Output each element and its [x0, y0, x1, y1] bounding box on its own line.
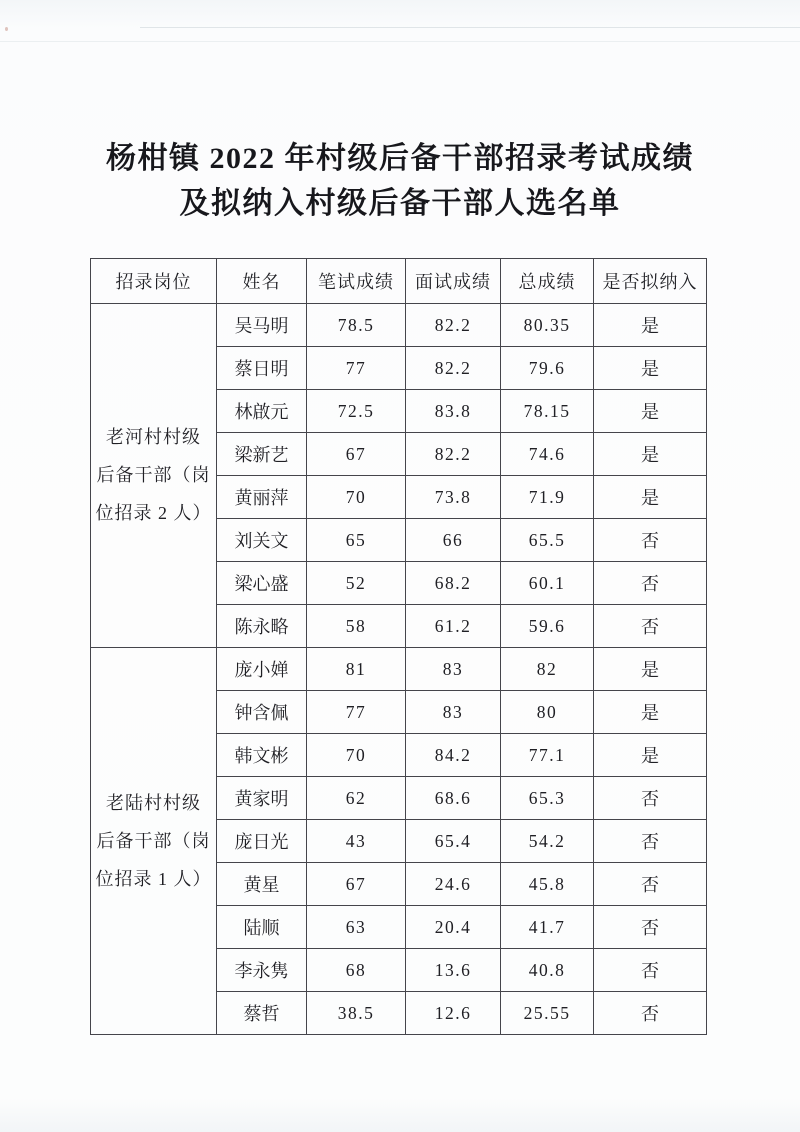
interview-score: 73.8	[406, 476, 501, 519]
selected-flag: 否	[594, 906, 707, 949]
candidate-name: 黄家明	[217, 777, 307, 820]
written-score: 58	[307, 605, 406, 648]
candidate-name: 林啟元	[217, 390, 307, 433]
written-score: 81	[307, 648, 406, 691]
candidate-name: 陆顺	[217, 906, 307, 949]
position-cell-laohe	[91, 304, 217, 648]
interview-score: 83	[406, 691, 501, 734]
written-score: 62	[307, 777, 406, 820]
total-score: 54.2	[501, 820, 594, 863]
document-title-line2: 及拟纳入村级后备干部人选名单	[179, 187, 621, 220]
candidate-name: 梁心盛	[217, 562, 307, 605]
total-score: 78.15	[501, 390, 594, 433]
selected-flag: 是	[594, 691, 707, 734]
total-score: 65.5	[501, 519, 594, 562]
scan-artifact-line	[0, 41, 800, 42]
selected-flag: 是	[594, 347, 707, 390]
total-score: 77.1	[501, 734, 594, 777]
header-written-score: 笔试成绩	[307, 259, 406, 304]
written-score: 78.5	[307, 304, 406, 347]
header-total-score: 总成绩	[501, 259, 594, 304]
selected-flag: 否	[594, 777, 707, 820]
total-score: 74.6	[501, 433, 594, 476]
selected-flag: 是	[594, 390, 707, 433]
position-cell-laolu	[91, 648, 217, 1035]
position-line: 位招录 1 人）	[95, 868, 212, 889]
written-score: 67	[307, 433, 406, 476]
written-score: 38.5	[307, 992, 406, 1035]
written-score: 68	[307, 949, 406, 992]
table-row	[91, 304, 707, 347]
score-table	[90, 258, 707, 1035]
header-position: 招录岗位	[91, 259, 217, 304]
selected-flag: 否	[594, 605, 707, 648]
interview-score: 84.2	[406, 734, 501, 777]
interview-score: 61.2	[406, 605, 501, 648]
selected-flag: 是	[594, 734, 707, 777]
total-score: 82	[501, 648, 594, 691]
candidate-name: 陈永略	[217, 605, 307, 648]
header-name: 姓名	[217, 259, 307, 304]
total-score: 80	[501, 691, 594, 734]
total-score: 80.35	[501, 304, 594, 347]
header-selected: 是否拟纳入	[594, 259, 707, 304]
written-score: 72.5	[307, 390, 406, 433]
interview-score: 65.4	[406, 820, 501, 863]
written-score: 70	[307, 476, 406, 519]
candidate-name: 吴马明	[217, 304, 307, 347]
candidate-name: 钟含佩	[217, 691, 307, 734]
interview-score: 24.6	[406, 863, 501, 906]
candidate-name: 李永隽	[217, 949, 307, 992]
candidate-name: 梁新艺	[217, 433, 307, 476]
scan-artifact-speck	[5, 27, 8, 31]
written-score: 77	[307, 347, 406, 390]
selected-flag: 否	[594, 992, 707, 1035]
candidate-name: 黄星	[217, 863, 307, 906]
written-score: 65	[307, 519, 406, 562]
document-title-line1: 杨柑镇 2022 年村级后备干部招录考试成绩	[106, 142, 694, 175]
selected-flag: 是	[594, 304, 707, 347]
written-score: 63	[307, 906, 406, 949]
written-score: 43	[307, 820, 406, 863]
interview-score: 83	[406, 648, 501, 691]
scan-artifact-line	[140, 27, 800, 28]
written-score: 67	[307, 863, 406, 906]
selected-flag: 是	[594, 476, 707, 519]
total-score: 41.7	[501, 906, 594, 949]
total-score: 59.6	[501, 605, 594, 648]
selected-flag: 否	[594, 863, 707, 906]
total-score: 79.6	[501, 347, 594, 390]
position-line: 位招录 2 人）	[95, 503, 212, 523]
selected-flag: 是	[594, 433, 707, 476]
interview-score: 83.8	[406, 390, 501, 433]
written-score: 70	[307, 734, 406, 777]
interview-score: 66	[406, 519, 501, 562]
interview-score: 20.4	[406, 906, 501, 949]
interview-score: 12.6	[406, 992, 501, 1035]
interview-score: 82.2	[406, 304, 501, 347]
interview-score: 68.6	[406, 777, 501, 820]
candidate-name: 蔡日明	[217, 347, 307, 390]
selected-flag: 否	[594, 562, 707, 605]
total-score: 40.8	[501, 949, 594, 992]
document-title	[0, 136, 800, 226]
header-interview-score: 面试成绩	[406, 259, 501, 304]
written-score: 77	[307, 691, 406, 734]
total-score: 71.9	[501, 476, 594, 519]
candidate-name: 庞小婵	[217, 648, 307, 691]
table-row	[91, 648, 707, 691]
candidate-name: 庞日光	[217, 820, 307, 863]
position-line: 后备干部（岗	[96, 465, 211, 485]
selected-flag: 是	[594, 648, 707, 691]
position-line: 老陆村村级	[106, 792, 201, 813]
position-line: 老河村村级	[106, 427, 201, 447]
selected-flag: 否	[594, 519, 707, 562]
written-score: 52	[307, 562, 406, 605]
total-score: 25.55	[501, 992, 594, 1035]
candidate-name: 韩文彬	[217, 734, 307, 777]
position-line: 后备干部（岗	[96, 830, 211, 851]
selected-flag: 否	[594, 949, 707, 992]
interview-score: 82.2	[406, 433, 501, 476]
interview-score: 13.6	[406, 949, 501, 992]
total-score: 65.3	[501, 777, 594, 820]
interview-score: 68.2	[406, 562, 501, 605]
candidate-name: 黄丽萍	[217, 476, 307, 519]
interview-score: 82.2	[406, 347, 501, 390]
total-score: 45.8	[501, 863, 594, 906]
total-score: 60.1	[501, 562, 594, 605]
selected-flag: 否	[594, 820, 707, 863]
table-header-row	[91, 259, 707, 304]
candidate-name: 蔡哲	[217, 992, 307, 1035]
candidate-name: 刘关文	[217, 519, 307, 562]
